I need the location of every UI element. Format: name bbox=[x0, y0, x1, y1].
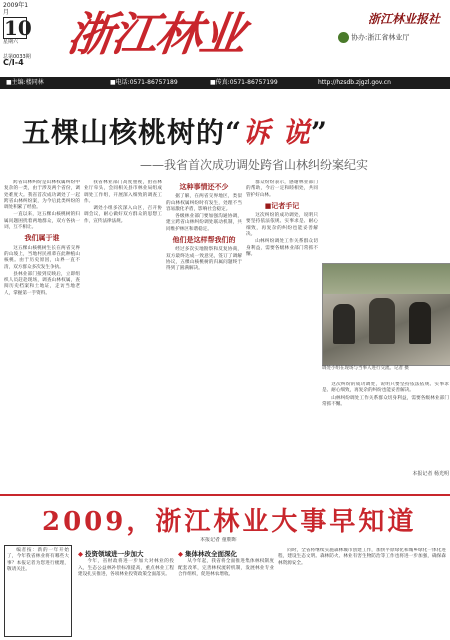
date-box bbox=[3, 2, 33, 46]
paragraph: 今年，省财政将进一步加大对林业的投入，生态公益林补偿标准提高，重点林业工程建设扎实推进，各项林业投资政策全面落实。 bbox=[78, 559, 174, 577]
fax-info: ■传真:0571-86757199 bbox=[210, 79, 278, 86]
issue-info bbox=[3, 54, 31, 66]
editor-note: 编者按：新的一年开始了，今年我省林业将有哪些大事？本报记者为您进行梳理，敬请关注。 bbox=[7, 548, 69, 572]
paragraph: 从今年起，我省将全面推进集体林权制度配套改革，完善林权流转机制，发展林业专业合作组织，促进林农增收。 bbox=[178, 559, 274, 577]
paragraph: 据了解，在两省交界地区，类似的山林权属纠纷时有发生，处理不当容易激化矛盾，影响社会稳定。 bbox=[166, 194, 242, 212]
section-title: 这种事情还不少 bbox=[179, 182, 229, 191]
paragraph: 这次纠纷的成功调处，说明只要坚持依法依规、实事求是、耐心细致，再复杂的纠纷也能妥善解决。 bbox=[322, 382, 449, 394]
article-byline: 本报记者 杨光明 bbox=[412, 471, 449, 477]
diamond-icon: ◆ bbox=[78, 550, 83, 558]
info-bar bbox=[0, 77, 450, 89]
editor-note-box bbox=[4, 545, 72, 637]
section-title: 我们属于谁 bbox=[24, 233, 60, 243]
paragraph: 一直以来，这五棵山核桃树的归属问题困扰着两地群众，双方各执一词，互不相让。 bbox=[4, 212, 80, 231]
article-column-4 bbox=[246, 180, 318, 490]
article-column-5 bbox=[322, 382, 449, 468]
date-day: 10 bbox=[4, 16, 32, 40]
paragraph: 经过多次实地勘察和反复协商，双方最终达成一致意见，签订了调解协议，五棵山核桃树的归属问题终于得到了圆满解决。 bbox=[166, 247, 242, 272]
photo-person bbox=[369, 298, 395, 344]
paragraph: 这五棵山核桃树生长在两省交界的山坡上，当地村民祖辈在此种植山核桃。由于历史原因，山界一直不清，双方群众多次发生争执。 bbox=[4, 245, 80, 270]
paragraph: 山林纠纷调处工作关系群众切身利益，需要各级林业部门常抓不懈。 bbox=[246, 239, 318, 257]
headline-subtitle: ——我省首次成功调处跨省山林纠纷案纪实 bbox=[140, 158, 369, 172]
headline-suffix: ” bbox=[310, 116, 328, 149]
photo-caption: 调处小组在现场与当事人进行交流。记者 摄 bbox=[322, 366, 409, 371]
section-title: 他们是这样帮我们的 bbox=[172, 235, 236, 245]
paragraph: 各级林业部门要加强沟通协调，建立跨省山林纠纷调处联动机制，共同维护林区和谐稳定。 bbox=[166, 214, 242, 232]
paragraph: 山林纠纷调处工作关系群众切身利益，需要各级林业部门常抓不懈。 bbox=[322, 395, 449, 407]
section-title: ■记者手记 bbox=[264, 200, 300, 210]
website-link[interactable]: http://hzsdb.zjgzl.gov.cn bbox=[318, 79, 391, 86]
headline-emphasis: 诉 说 bbox=[242, 116, 311, 149]
newspaper-title: 浙江林业 bbox=[64, 7, 248, 61]
article-photo bbox=[322, 263, 450, 366]
publisher-name: 浙江林业报社 bbox=[368, 12, 441, 26]
bottom-subhead: ◆ 投资领域进一步加大 bbox=[78, 550, 144, 558]
bottom-column-3 bbox=[278, 548, 446, 638]
editor-info: ■主编:楼同林 bbox=[6, 79, 44, 86]
paragraph: 同时，全省将继续实施森林城市创建工作，加快平原绿化和城乡绿化一体化进程，建设生态文明。森林防火、林业有害生物防治等工作也将进一步加强，确保森林资源安全。 bbox=[278, 548, 446, 566]
diamond-icon: ◆ bbox=[178, 550, 183, 558]
bottom-subhead: ◆ 集体林改全面深化 bbox=[178, 550, 237, 558]
sponsor-line bbox=[338, 32, 409, 43]
main-headline bbox=[22, 111, 328, 151]
phone-info: ■电话:0571-86757189 bbox=[110, 79, 178, 86]
bottom-column-1 bbox=[78, 548, 174, 638]
paragraph: 跨省山林纠纷是山林权属纠纷中复杂的一类，由于涉及两个省份，调处难度大。我省首次成功调处了一起跨省山林纠纷案，为今后此类纠纷的调处积累了经验。 bbox=[4, 180, 80, 211]
photo-person bbox=[409, 302, 431, 344]
article-column-2 bbox=[84, 180, 162, 490]
paragraph: 我省林业部门高度重视，由省林业厅牵头，会同相关县市林业局组成调处工作组，开展深入细致的调查工作。 bbox=[84, 180, 162, 204]
paragraph: 调处小组多次深入山区，召开协调会议，耐心做好双方群众的思想工作，宣传法律法规。 bbox=[84, 206, 162, 224]
bottom-column-2 bbox=[178, 548, 274, 638]
forestry-emblem-icon bbox=[338, 32, 349, 43]
issue-code: C/I-4 bbox=[3, 58, 24, 67]
date-weekday: 星期六 bbox=[3, 39, 19, 45]
sponsor-text: 协办:浙江省林业厅 bbox=[351, 33, 410, 42]
photo-trees bbox=[323, 264, 450, 294]
paragraph: 这次纠纷的成功调处，说明只要坚持依法依规、实事求是、耐心细致，再复杂的纠纷也能妥善解决。 bbox=[246, 213, 318, 238]
paragraph: 县林业部门接到反映后，立即组织人员赶赴现场，调查山林权属，查阅历史档案和土地证，走访当地老人，掌握第一手资料。 bbox=[4, 271, 80, 296]
photo-person bbox=[333, 304, 355, 344]
article-column-1 bbox=[4, 180, 80, 490]
bottom-section-title: 2009，浙江林业大事早知道 bbox=[42, 507, 417, 537]
headline-prefix: 五棵山核桃树的“ bbox=[22, 116, 243, 149]
section-divider bbox=[0, 494, 450, 496]
date-year-month: 2009年1月 bbox=[3, 2, 29, 16]
paragraph: 群众纷纷表示，感谢林业部门的帮助，今后一定和睦相处，共同管护好山林。 bbox=[246, 180, 318, 198]
bottom-byline: 本报记者 童朝晖 bbox=[200, 537, 237, 543]
article-column-3 bbox=[166, 180, 242, 490]
issue-label: 总第0033期 bbox=[3, 54, 31, 60]
